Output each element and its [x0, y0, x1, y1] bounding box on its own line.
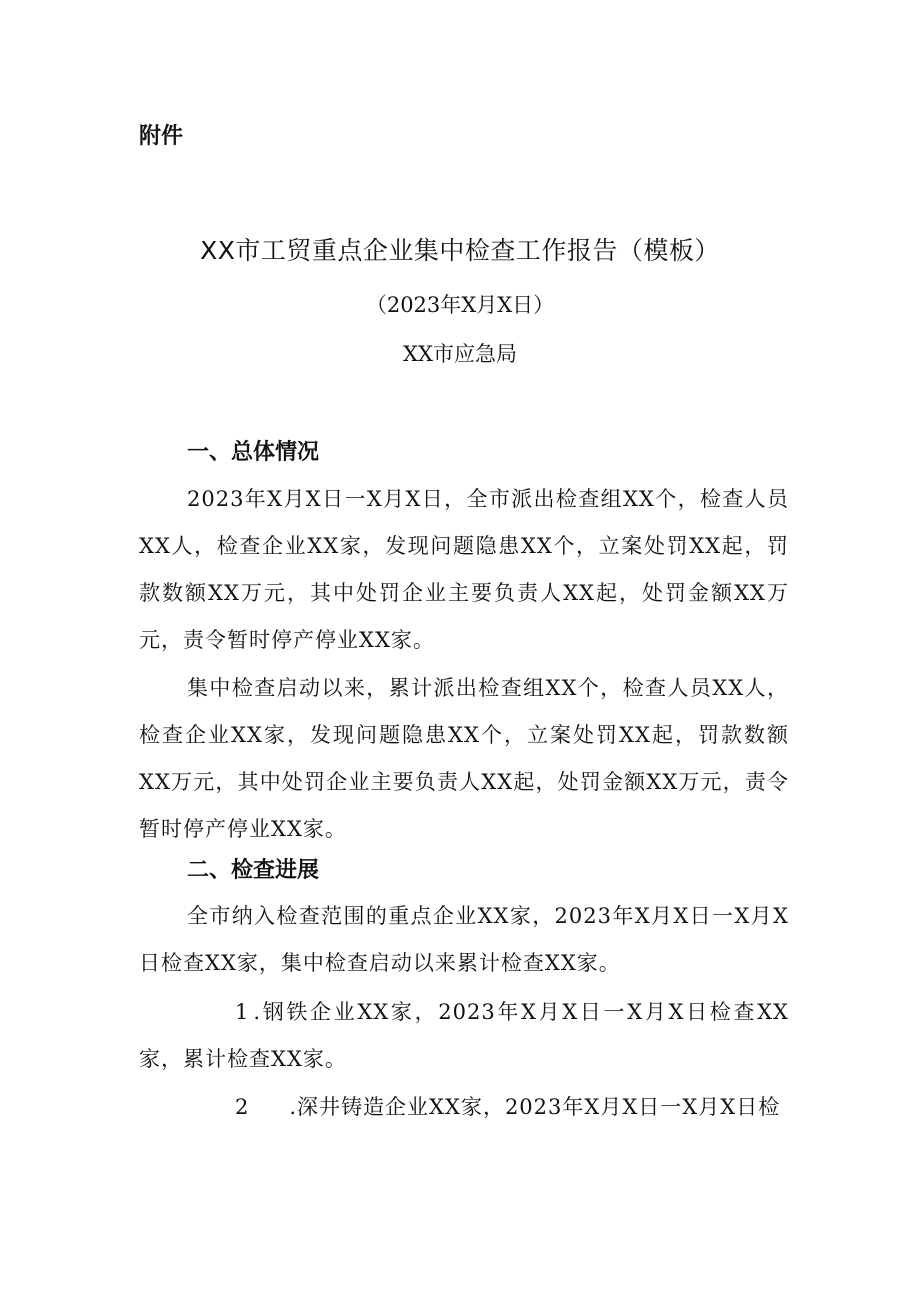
section-heading-overview: 一、总体情况 [187, 440, 320, 465]
item-number: 2 [235, 1095, 250, 1119]
item-number: 1 [235, 1000, 250, 1024]
document-date: （2023年X月X日） [365, 293, 555, 317]
item-text: .钢铁企业XX家，2023年X月X日一X月X日检查XX家，累计检查XX家。 [139, 1000, 789, 1071]
attachment-label: 附件 [139, 124, 184, 149]
progress-item-steel [139, 989, 789, 1083]
progress-item-foundry [139, 1084, 789, 1131]
document-title: XX市工贸重点企业集中检查工作报告（模板） [200, 236, 720, 265]
section-heading-progress: 二、检查进展 [187, 858, 320, 883]
issuing-authority: XX市应急局 [403, 342, 517, 366]
item-text: .深井铸造企业XX家，2023年X月X日一X月X日检 [289, 1095, 781, 1119]
progress-intro-paragraph: 全市纳入检查范围的重点企业XX家，2023年X月X日一X月X日检查XX家，集中检查启动以来累计检查XX家。 [139, 904, 789, 975]
overview-paragraph-period: 2023年X月X日一X月X日，全市派出检查组XX个，检查人员XX人，检查企业XX家，发现问题隐患XX个，立案处罚XX起，罚款数额XX万元，其中处罚企业主要负责人XX起，处罚金额XX万元，责令暂时停产停业XX家。 [139, 487, 789, 652]
overview-paragraph-cumulative: 集中检查启动以来，累计派出检查组XX个，检查人员XX人，检查企业XX家，发现问题隐患XX个，立案处罚XX起，罚款数额XX万元，其中处罚企业主要负责人XX起，处罚金额XX万元，责令暂时停产停业XX家。 [139, 676, 789, 841]
